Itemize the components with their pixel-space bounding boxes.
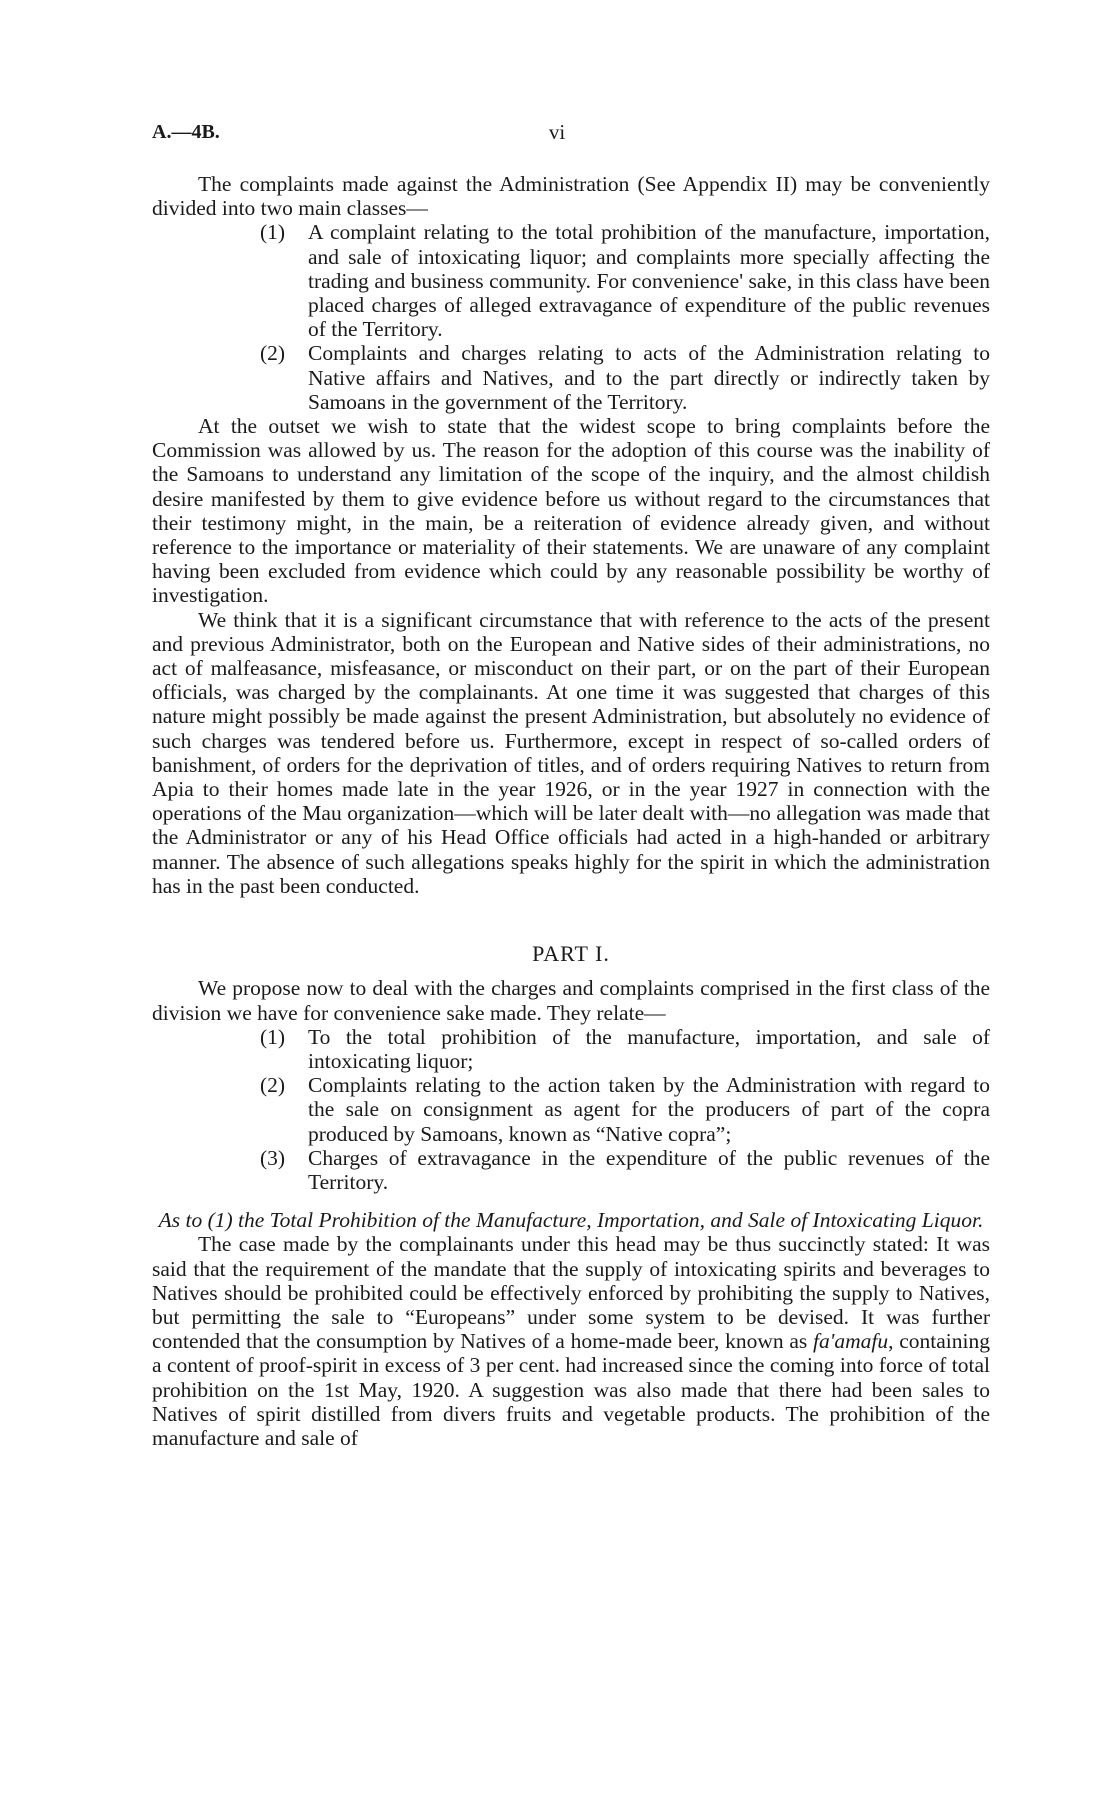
intro-paragraph: The complaints made against the Administration (See Appendix II) may be conveniently divided into two main classes— bbox=[152, 172, 990, 221]
list-item-text: Charges of extravagance in the expenditure of the public revenues of the Territory. bbox=[308, 1145, 990, 1194]
body-paragraph: We think that it is a significant circumstance that with reference to the acts of the present and previous Administrator, both on the European and Native sides of their administrations, no act of malfeasance, misfeasance, or misconduct on their part, or on the part of their European officials, was charged by the complainants. At one time it was suggested that charges of this nature might possibly be made against the present Administration, but absolutely no evidence of such charges was tendered before us. Furthermore, except in respect of so-called orders of banishment, of orders for the deprivation of titles, and of orders requiring Natives to return from Apia to their homes made late in the year 1926, or in the year 1927 in connection with the operations of the Mau organization—which will be later dealt with—no allegation was made that the Administrator or any of his Head Office officials had acted in a high-handed or arbitrary manner. The absence of such allegations speaks highly for the spirit in which the administration has in the past been conducted. bbox=[152, 607, 990, 898]
italic-term: fa'amafu bbox=[813, 1329, 889, 1354]
list-item-number: (2) bbox=[260, 1073, 286, 1098]
part-intro-paragraph: We propose now to deal with the charges and complaints comprised in the first class of the division we have for convenience sake made. They relate— bbox=[152, 976, 990, 1025]
part-title: PART I. bbox=[532, 941, 610, 967]
list-item bbox=[152, 1073, 990, 1146]
list-item-number: (1) bbox=[260, 1024, 286, 1049]
section-subheading: As to (1) the Total Prohibition of the Manufacture, Importation, and Sale of Intoxicating Liquor. bbox=[158, 1208, 984, 1233]
list-item-text: Complaints relating to the action taken by the Administration with regard to the sale on consignment as agent for the producers of part of the copra produced by Samoans, known as “Native copra”; bbox=[308, 1073, 990, 1146]
closing-text-end: , containing a content of proof-spirit in excess of 3 per cent. had increased since the coming into force of total prohibition on the 1st May, 1920. A suggestion was also made that there had been sales to Natives of spirit distilled from divers fruits and vegetable products. The prohibition of the manufacture and sale of bbox=[152, 1329, 990, 1450]
list-item-number: (1) bbox=[260, 220, 286, 245]
document-body bbox=[152, 172, 990, 1450]
list-item-number: (2) bbox=[260, 341, 286, 366]
body-paragraph: At the outset we wish to state that the widest scope to bring complaints before the Commission was allowed by us. The reason for the adoption of this course was the inability of the Samoans to understand any limitation of the scope of the inquiry, and the almost childish desire manifested by them to give evidence before us without regard to the circumstances that their testimony might, in the main, be a reiteration of evidence already given, and without reference to the importance or materiality of their statements. We are unaware of any complaint having been excluded from evidence which could by any reasonable possibility be worthy of investigation. bbox=[152, 414, 990, 608]
list-item-text: A complaint relating to the total prohibition of the manufacture, importation, and sale of intoxicating liquor; and complaints more specially affecting the trading and business community. For convenience' sake, in this class have been placed charges of alleged extravagance of expenditure of the public revenues of the Territory. bbox=[308, 220, 990, 342]
closing-text-start: The case made by the complainants under this head may be thus succinctly stated: It was said that the requirement of the mandate that the supply of intoxicating spirits and beverages to Natives should be prohibited could be effectively enforced by prohibiting the supply to Natives, but permitting the sale to “Europeans” under some system to be devised. It was further contended that the consumption by Natives of a home-made beer, known as bbox=[152, 1232, 990, 1354]
part-items-list bbox=[152, 1025, 990, 1194]
list-item bbox=[152, 341, 990, 414]
list-item bbox=[152, 1025, 990, 1073]
complaint-classes-list bbox=[152, 220, 990, 414]
list-item bbox=[152, 220, 990, 341]
list-item-text: To the total prohibition of the manufacture, importation, and sale of intoxicating liquor; bbox=[308, 1024, 990, 1073]
list-item-text: Complaints and charges relating to acts of the Administration relating to Native affairs and Natives, and to the part directly or indirectly taken by Samoans in the government of the Territory. bbox=[308, 341, 990, 414]
page-header bbox=[152, 120, 962, 148]
closing-paragraph bbox=[152, 1232, 990, 1450]
list-item-number: (3) bbox=[260, 1145, 286, 1170]
document-reference: A.—4B. bbox=[152, 121, 220, 143]
list-item bbox=[152, 1146, 990, 1194]
page-number: vi bbox=[548, 120, 566, 144]
